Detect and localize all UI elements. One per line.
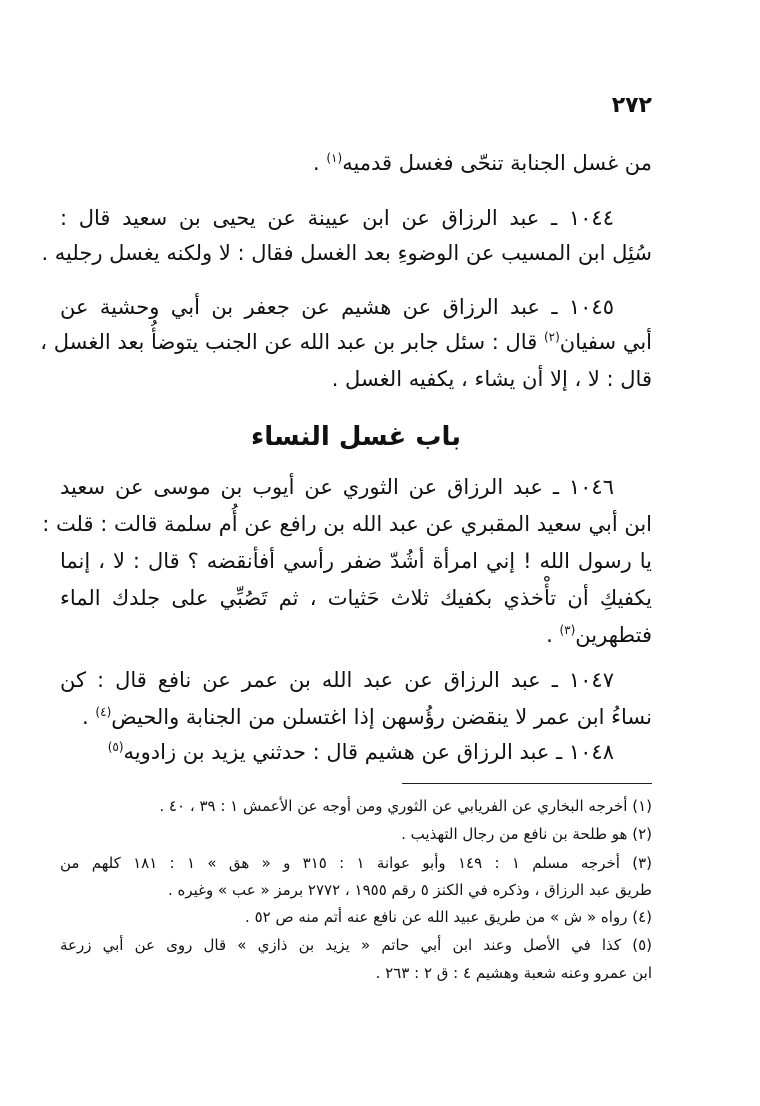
body-line-1 <box>60 148 652 178</box>
period: . <box>82 705 89 729</box>
hadith-1046-line-2: ابن أبي سعيد المقبري عن عبد الله بن رافع عن أُم سلمة قالت : قلت : <box>42 512 652 536</box>
hadith-1044-line-1: ١٠٤٤ ـ عبد الرزاق عن ابن عيينة عن يحيى بن سعيد قال : <box>60 206 614 230</box>
footnote-5-line-1: (٥) كذا في الأصل وعند ابن أبي حاتم « يزيد بن ذازي » قال روى عن أبي زرعة <box>60 936 652 954</box>
page-number: ٢٧٢ <box>611 93 652 118</box>
footnote-3-line-2: طريق عبد الرزاق ، وذكره في الكنز ٥ رقم ١٩٥٥ ، ٢٧٧٢ برمز « عب » وغيره . <box>167 881 652 899</box>
body-line-text: نساءُ ابن عمر لا ينقضن رؤُسهن إذا اغتسلن من الجنابة والحيض <box>111 705 652 729</box>
footnote-ref-2: (٢) <box>543 330 560 344</box>
period: . <box>312 151 320 175</box>
hadith-1045-line-1: ١٠٤٥ ـ عبد الرزاق عن هشيم عن جعفر بن أبي وحشية عن <box>60 295 614 319</box>
hadith-1046-line-1: ١٠٤٦ ـ عبد الرزاق عن الثوري عن أيوب بن موسى عن سعيد <box>60 475 614 499</box>
hadith-1046-line-5 <box>60 620 652 650</box>
footnote-1: (١) أخرجه البخاري عن الفريابي عن الثوري ومن أوجه عن الأعمش ١ : ٣٩ ، ٤٠ . <box>159 797 652 815</box>
hadith-1045-line-2 <box>40 327 652 357</box>
footnote-3-line-1: (٣) أخرجه مسلم ١ : ١٤٩ وأبو عوانة ١ : ٣١٥ و « هق » ١ : ١٨١ كلهم من <box>60 854 653 872</box>
footnote-ref-1: (١) <box>326 151 343 165</box>
hadith-1044-line-2: سُئِل ابن المسيب عن الوضوءِ بعد الغسل فقال : لا ولكنه يغسل رجليه . <box>41 241 652 265</box>
body-line-text: ١٠٤٨ ـ عبد الرزاق عن هشيم قال : حدثني يزيد بن زادويه <box>123 740 614 764</box>
footnote-4: (٤) رواه « ش » من طريق عبيد الله عن نافع عنه أتم منه ص ٥٢ . <box>245 908 652 926</box>
footnote-ref-5: (٥) <box>107 740 124 754</box>
footnote-divider <box>402 783 652 784</box>
hadith-1045-line-3: قال : لا ، إلا أن يشاء ، يكفيه الغسل . <box>331 367 652 391</box>
hadith-1046-line-4: يكفيكِ أن تأْخذي بكفيك ثلاث حَثيات ، ثم تَصُبِّي على جلدك الماء <box>60 586 652 610</box>
body-line-text: قال : سئل جابر بن عبد الله عن الجنب يتوضأُ بعد الغسل ، <box>40 330 538 354</box>
body-line-text: أبي سفيان <box>559 330 652 354</box>
chapter-heading: باب غسل النساء <box>251 422 461 452</box>
footnote-2: (٢) هو طلحة بن نافع من رجال التهذيب . <box>401 825 652 843</box>
body-line-text: فتطهرين <box>575 623 652 647</box>
footnote-ref-3: (٣) <box>559 623 576 637</box>
hadith-1046-line-3: يا رسول الله ! إني امرأة أشُدّ ضفر رأسي أفأنقضه ؟ قال : لا ، إنما <box>60 549 652 573</box>
hadith-1047-line-1: ١٠٤٧ ـ عبد الرزاق عن عبد الله بن عمر عن نافع قال : كن <box>60 668 614 692</box>
hadith-1048-line-1 <box>60 737 614 767</box>
footnote-5-line-2: ابن عمرو وعنه شعبة وهشيم ٤ : ق ٢ : ٢٦٣ . <box>375 964 652 982</box>
footnote-ref-4: (٤) <box>95 705 112 719</box>
hadith-1047-line-2 <box>60 702 652 732</box>
book-page <box>40 0 653 1106</box>
body-line-text: من غسل الجنابة تنحّى فغسل قدميه <box>342 151 652 175</box>
period: . <box>546 623 553 647</box>
